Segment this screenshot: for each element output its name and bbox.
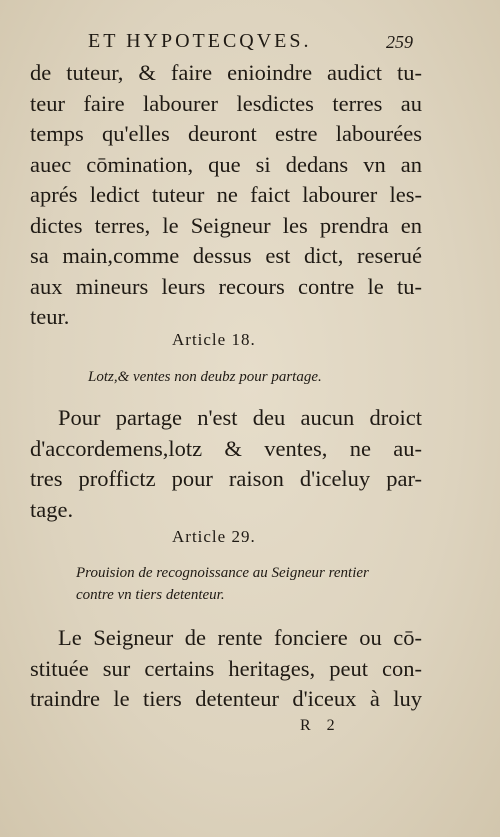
rubric-line: Prouision de recognoissance au Seigneur rentier: [76, 565, 369, 581]
text-line: traindre le tiers detenteur d'iceux à luy: [30, 686, 422, 711]
paragraph-article-29: [30, 623, 422, 715]
article-heading-29: Article 29.: [172, 527, 256, 546]
signature-mark: R 2: [300, 717, 341, 734]
text-line: tres proffictz pour raison d'iceluy par-: [30, 466, 422, 491]
text-line: stituée sur certains heritages, peut con-: [30, 655, 422, 681]
text-line: temps qu'elles deuront estre labourées: [30, 121, 422, 146]
paragraph-continuation: [30, 58, 422, 333]
text-line: auec cōmination, que si dedans vn an: [30, 151, 422, 177]
text-line: teur.: [30, 304, 70, 329]
text-line: de tuteur, & faire enioindre audict tu-: [30, 60, 422, 85]
article-heading-28: Article 18.: [172, 330, 256, 349]
text-line: Le Seigneur de rente fonciere ou cō-: [58, 625, 422, 650]
article-rubric-28: [88, 366, 322, 388]
article-rubric-29: [76, 562, 369, 606]
paragraph-article-28: [30, 403, 422, 525]
text-line: tage.: [30, 496, 74, 522]
text-line: Pour partage n'est deu aucun droict: [58, 405, 422, 430]
page-number: 259: [386, 32, 413, 52]
text-line: teur faire labourer lesdictes terres au: [30, 90, 422, 116]
text-line: dictes terres, le Seigneur les prendra en: [30, 212, 422, 238]
rubric-line: contre vn tiers detenteur.: [76, 587, 225, 603]
rubric-line: Lotz,& ventes non deubz pour partage.: [88, 369, 322, 385]
text-line: sa main,comme dessus est dict, reserué: [30, 243, 422, 268]
text-line: d'accordemens,lotz & ventes, ne au-: [30, 435, 422, 461]
running-title: ET HYPOTECQVES.: [88, 30, 312, 52]
text-line: aux mineurs leurs recours contre le tu-: [30, 273, 422, 299]
text-line: aprés ledict tuteur ne faict labourer les-: [30, 182, 422, 207]
page-header: [0, 30, 500, 60]
